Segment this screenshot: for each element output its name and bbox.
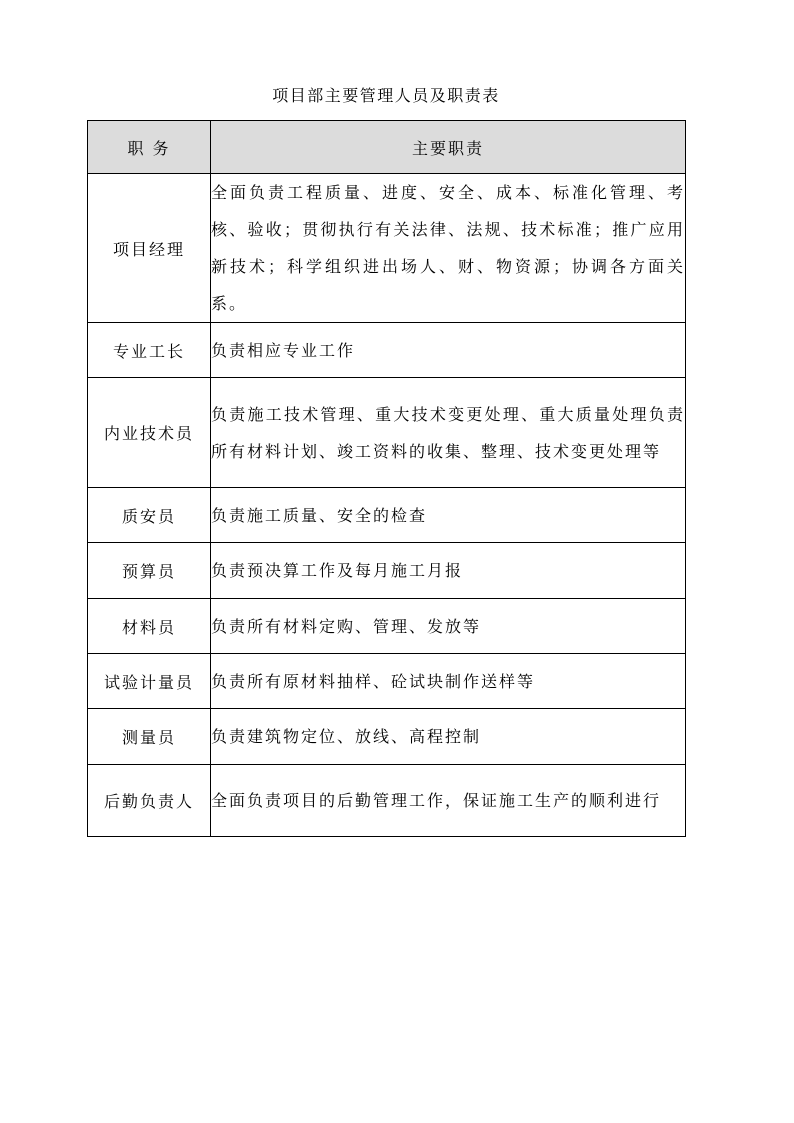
page-title: 项目部主要管理人员及职责表 bbox=[272, 86, 500, 105]
duty-cell: 全面负责项目的后勤管理工作，保证施工生产的顺利进行 bbox=[211, 765, 686, 837]
table-row bbox=[88, 654, 686, 709]
role-cell: 后勤负责人 bbox=[88, 765, 211, 837]
table-row bbox=[88, 488, 686, 543]
duty-cell: 负责相应专业工作 bbox=[211, 323, 686, 378]
column-header-role: 职 务 bbox=[88, 121, 211, 174]
duty-cell: 负责建筑物定位、放线、高程控制 bbox=[211, 709, 686, 765]
duty-cell: 负责所有材料定购、管理、发放等 bbox=[211, 599, 686, 654]
table-row bbox=[88, 378, 686, 488]
role-cell: 预算员 bbox=[88, 543, 211, 599]
duty-cell: 负责预决算工作及每月施工月报 bbox=[211, 543, 686, 599]
role-cell: 质安员 bbox=[88, 488, 211, 543]
role-cell: 内业技术员 bbox=[88, 378, 211, 488]
table-row bbox=[88, 765, 686, 837]
table-row bbox=[88, 709, 686, 765]
table-row bbox=[88, 599, 686, 654]
table-header-row bbox=[88, 121, 686, 174]
duty-cell: 全面负责工程质量、进度、安全、成本、标准化管理、考核、验收；贯彻执行有关法律、法规、技术标准；推广应用新技术；科学组织进出场人、财、物资源；协调各方面关系。 bbox=[211, 174, 686, 323]
role-cell: 项目经理 bbox=[88, 174, 211, 323]
duty-cell: 负责所有原材料抽样、砼试块制作送样等 bbox=[211, 654, 686, 709]
role-cell: 试验计量员 bbox=[88, 654, 211, 709]
table-row bbox=[88, 323, 686, 378]
duty-cell: 负责施工技术管理、重大技术变更处理、重大质量处理负责所有材料计划、竣工资料的收集、整理、技术变更处理等 bbox=[211, 378, 686, 488]
table-row bbox=[88, 543, 686, 599]
table-row bbox=[88, 174, 686, 323]
duty-cell: 负责施工质量、安全的检查 bbox=[211, 488, 686, 543]
column-header-duty: 主要职责 bbox=[211, 121, 686, 174]
role-cell: 测量员 bbox=[88, 709, 211, 765]
duty-table bbox=[87, 120, 686, 837]
role-cell: 材料员 bbox=[88, 599, 211, 654]
role-cell: 专业工长 bbox=[88, 323, 211, 378]
